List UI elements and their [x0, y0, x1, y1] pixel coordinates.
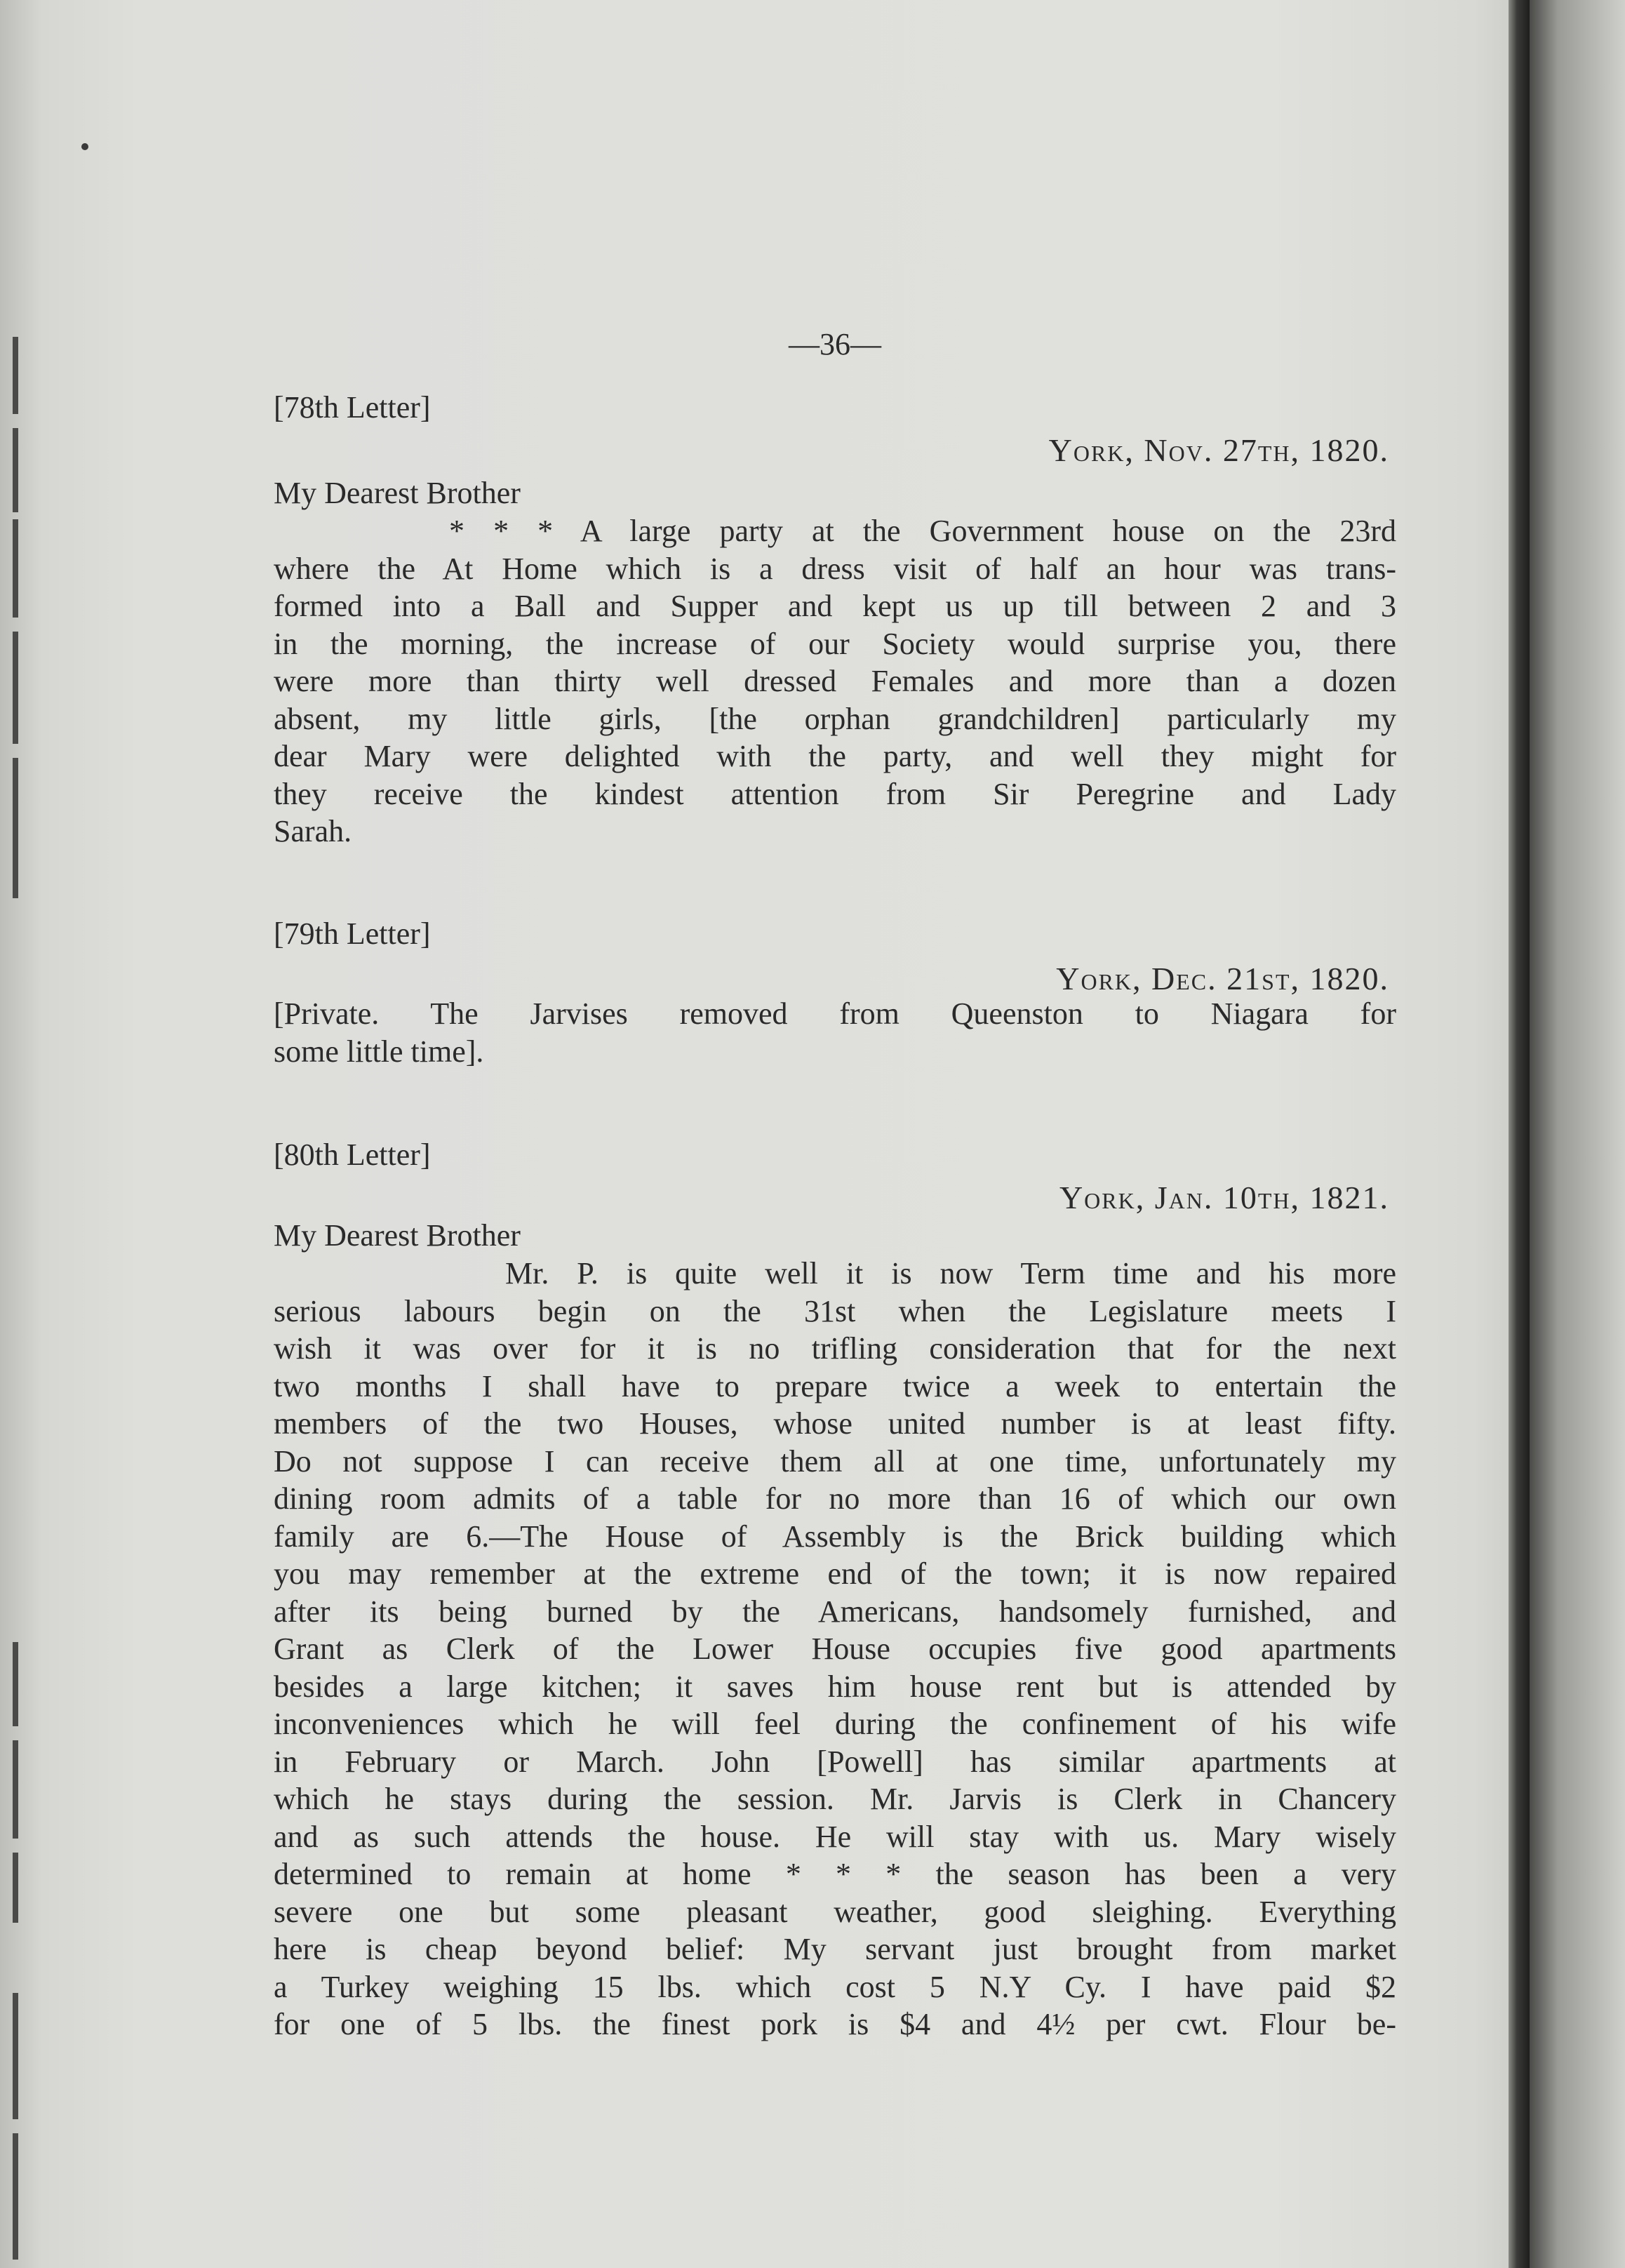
body-line: absent, my little girls, [the orphan grandchildren] particularly my — [274, 701, 1396, 736]
body-line: Sarah. — [274, 814, 352, 848]
body-line: besides a large kitchen; it saves him house rent but is attended by — [274, 1669, 1396, 1704]
letter-label-78: [78th Letter] — [274, 390, 431, 425]
letter-body-78 — [274, 512, 1396, 850]
body-line: were more than thirty well dressed Females and more than a dozen — [274, 664, 1396, 698]
body-line: two months I shall have to prepare twice a week to entertain the — [274, 1368, 1396, 1403]
dateline-78: York, Nov. 27th, 1820. — [1048, 432, 1389, 468]
body-line: formed into a Ball and Supper and kept us up till between 2 and 3 — [274, 589, 1396, 623]
body-line: members of the two Houses, whose united number is at least fifty. — [274, 1406, 1396, 1441]
salutation-78: My Dearest Brother — [274, 476, 521, 510]
body-line: severe one but some pleasant weather, good sleighing. Everything — [274, 1894, 1396, 1929]
body-line: here is cheap beyond belief: My servant just brought from market — [274, 1932, 1396, 1966]
body-line: in February or March. John [Powell] has similar apartments at — [274, 1744, 1396, 1779]
body-line: determined to remain at home * * * the season has been a very — [274, 1857, 1396, 1891]
body-line: inconveniences which he will feel during the confinement of his wife — [274, 1707, 1396, 1741]
body-line: and as such attends the house. He will stay with us. Mary wisely — [274, 1819, 1396, 1854]
body-line: where the At Home which is a dress visit of half an hour was trans- — [274, 551, 1396, 586]
body-line: Mr. P. is quite well it is now Term time and his more — [505, 1256, 1396, 1290]
left-edge-artifacts — [0, 0, 42, 2268]
body-line: family are 6.—The House of Assembly is the Brick building which — [274, 1519, 1396, 1554]
dateline-80: York, Jan. 10th, 1821. — [1059, 1180, 1389, 1215]
body-line: for one of 5 lbs. the finest pork is $4 and 4½ per cwt. Flour be- — [274, 2007, 1396, 2041]
letter-body-79 — [274, 995, 1396, 1070]
page-number: —36— — [789, 327, 881, 361]
letter-label-79: [79th Letter] — [274, 916, 431, 951]
body-line: a Turkey weighing 15 lbs. which cost 5 N.Y Cy. I have paid $2 — [274, 1969, 1396, 2004]
salutation-80: My Dearest Brother — [274, 1218, 521, 1253]
body-line: Grant as Clerk of the Lower House occupies five good apartments — [274, 1632, 1396, 1666]
page-binding-edge — [1509, 0, 1530, 2268]
body-line: [Private. The Jarvises removed from Queenston to Niagara for — [274, 996, 1396, 1031]
body-line: serious labours begin on the 31st when the Legislature meets I — [274, 1293, 1396, 1328]
dateline-79: York, Dec. 21st, 1820. — [1056, 961, 1389, 996]
letter-body-80 — [274, 1255, 1396, 2043]
body-line: some little time]. — [274, 1034, 484, 1069]
body-line: wish it was over for it is no trifling consideration that for the next — [274, 1331, 1396, 1366]
body-line: dining room admits of a table for no more than 16 of which our own — [274, 1481, 1396, 1516]
body-line: dear Mary were delighted with the party, and well they might for — [274, 739, 1396, 773]
body-line: * * * A large party at the Government house on the 23rd — [449, 514, 1396, 548]
body-line: Do not suppose I can receive them all at one time, unfortunately my — [274, 1443, 1396, 1479]
body-line: after its being burned by the Americans, handsomely furnished, and — [274, 1594, 1396, 1629]
body-line: in the morning, the increase of our Society would surprise you, there — [274, 626, 1396, 661]
scan-dot — [81, 143, 88, 150]
body-line: they receive the kindest attention from Sir Peregrine and Lady — [274, 776, 1396, 811]
right-margin — [1530, 0, 1625, 2268]
letter-label-80: [80th Letter] — [274, 1138, 431, 1172]
body-line: which he stays during the session. Mr. Jarvis is Clerk in Chancery — [274, 1782, 1396, 1816]
body-line: you may remember at the extreme end of the town; it is now repaired — [274, 1556, 1396, 1591]
